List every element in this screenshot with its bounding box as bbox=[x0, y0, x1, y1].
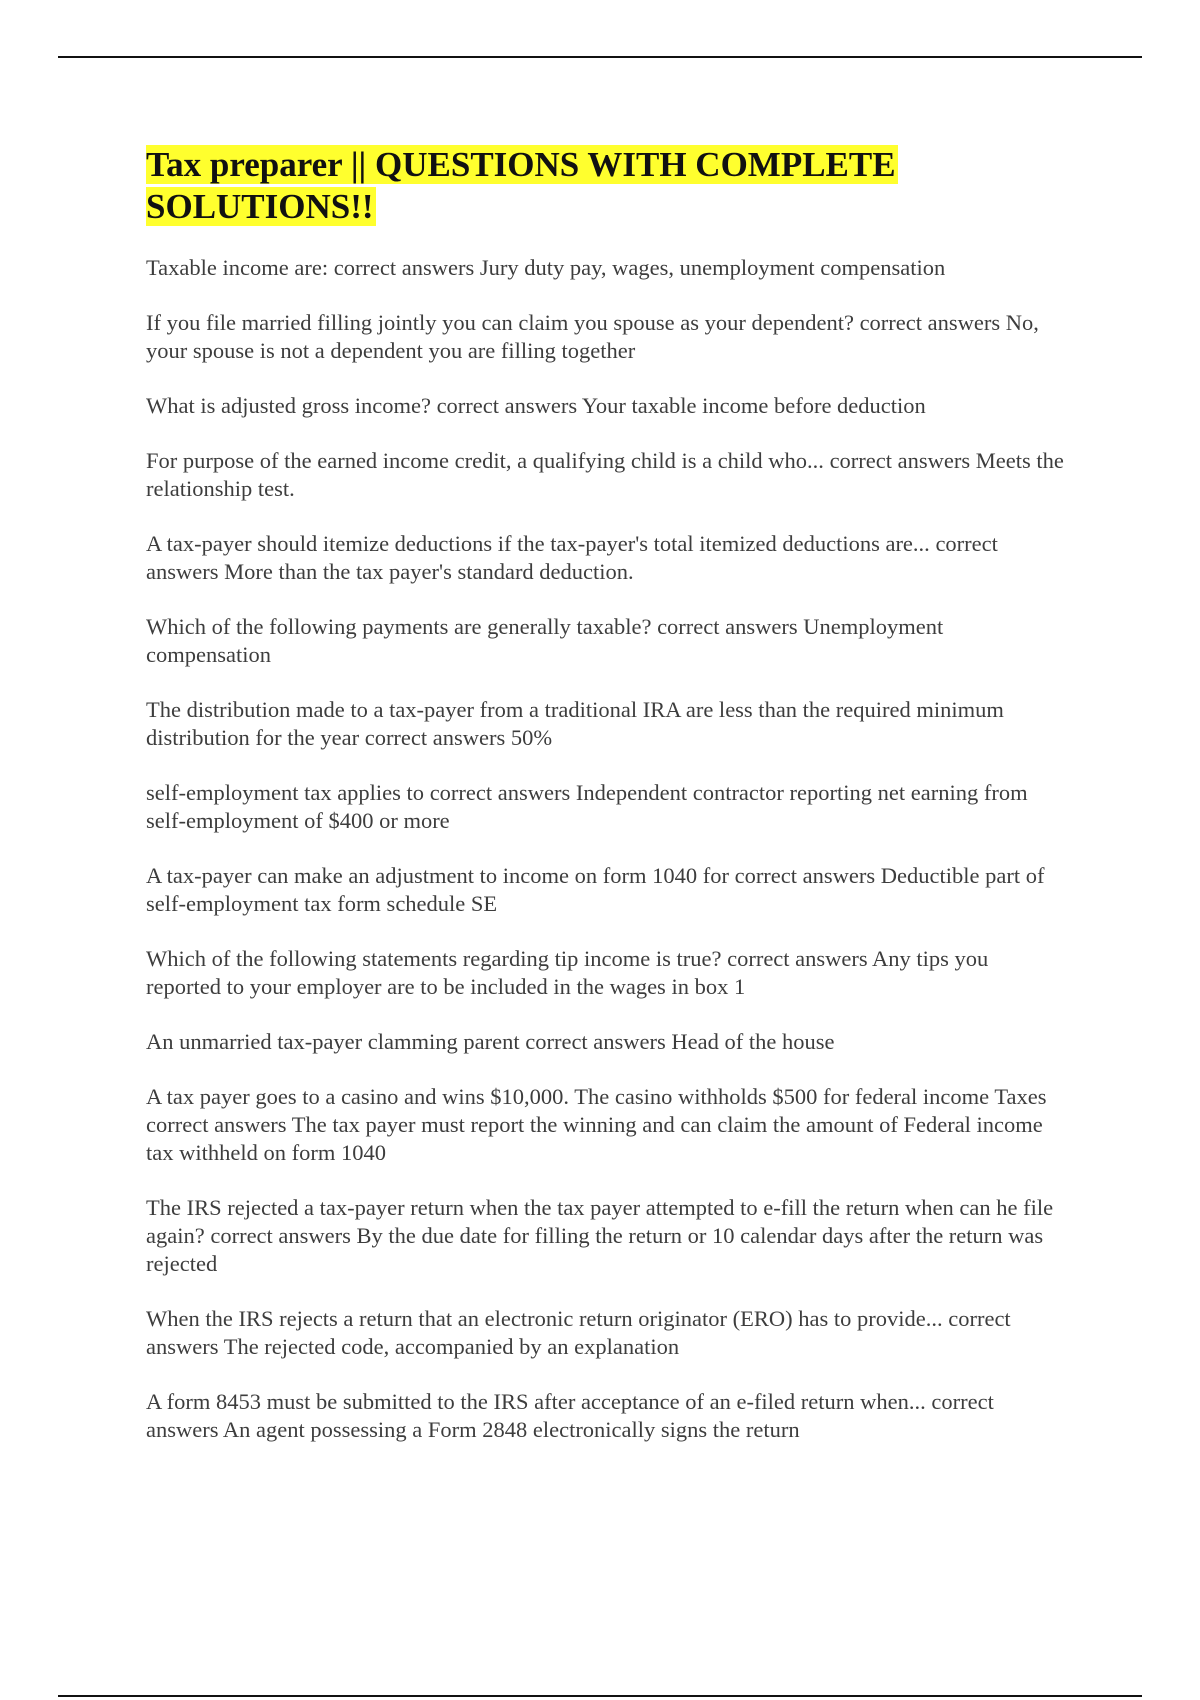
answer-text: Independent contractor reporting net earning from self-employment of $400 or more bbox=[146, 780, 1028, 833]
answer-text: Any tips you reported to your employer are to be included in the wages in box 1 bbox=[146, 946, 989, 999]
answer-separator: correct answers bbox=[146, 1389, 994, 1442]
question-text: What is adjusted gross income? bbox=[146, 393, 431, 418]
qa-item bbox=[146, 1028, 1066, 1056]
qa-item bbox=[146, 779, 1066, 835]
question-text: A tax-payer can make an adjustment to income on form 1040 for bbox=[146, 863, 729, 888]
question-text: An unmarried tax-payer clamming parent bbox=[146, 1029, 520, 1054]
qa-item bbox=[146, 309, 1066, 365]
header-rule bbox=[58, 56, 1142, 58]
qa-item bbox=[146, 613, 1066, 669]
answer-text: The tax payer must report the winning and can claim the amount of Federal income tax withheld on form 1040 bbox=[146, 1112, 1043, 1165]
answer-separator: correct answers bbox=[829, 448, 971, 473]
answer-separator: correct answers bbox=[146, 1112, 287, 1137]
qa-item bbox=[146, 1194, 1066, 1278]
question-text: A tax payer goes to a casino and wins $10,000. The casino withholds $500 for federal income Taxes bbox=[146, 1084, 1047, 1109]
qa-item bbox=[146, 447, 1066, 503]
answer-separator: correct answers bbox=[364, 725, 506, 750]
answer-text: Jury duty pay, wages, unemployment compensation bbox=[479, 255, 946, 280]
question-text: The distribution made to a tax-payer from a traditional IRA are less than the required minimum distribution for the year bbox=[146, 697, 1004, 750]
answer-separator: correct answers bbox=[333, 255, 475, 280]
question-text: If you file married filling jointly you can claim you spouse as your dependent? bbox=[146, 310, 854, 335]
question-text: Which of the following payments are generally taxable? bbox=[146, 614, 652, 639]
answer-text: Deductible part of self-employment tax form schedule SE bbox=[146, 863, 1045, 916]
answer-text: The rejected code, accompanied by an explanation bbox=[223, 1334, 680, 1359]
answer-separator: correct answers bbox=[859, 310, 1001, 335]
qa-item bbox=[146, 696, 1066, 752]
question-text: Taxable income are: bbox=[146, 255, 329, 280]
answer-text: More than the tax payer's standard deduction. bbox=[224, 559, 634, 584]
question-text: A form 8453 must be submitted to the IRS after acceptance of an e-filed return when... bbox=[146, 1389, 926, 1414]
qa-item bbox=[146, 1388, 1066, 1444]
answer-text: Unemployment compensation bbox=[146, 614, 944, 667]
answer-separator: correct answers bbox=[210, 1223, 351, 1248]
answer-separator: correct answers bbox=[146, 531, 998, 584]
answer-separator: correct answers bbox=[525, 1029, 666, 1054]
qa-item bbox=[146, 530, 1066, 586]
answer-separator: correct answers bbox=[727, 946, 868, 971]
answer-separator: correct answers bbox=[657, 614, 798, 639]
question-text: Which of the following statements regarding tip income is true? bbox=[146, 946, 722, 971]
question-text: A tax-payer should itemize deductions if the tax-payer's total itemized deductions are... bbox=[146, 531, 930, 556]
qa-item bbox=[146, 1083, 1066, 1167]
question-text: self-employment tax applies to bbox=[146, 780, 425, 805]
answer-separator: correct answers bbox=[429, 780, 571, 805]
qa-item bbox=[146, 862, 1066, 918]
answer-separator: correct answers bbox=[436, 393, 578, 418]
title-highlight: Tax preparer || QUESTIONS WITH COMPLETE SOLUTIONS!! bbox=[146, 145, 896, 226]
qa-item bbox=[146, 392, 1066, 420]
qa-item bbox=[146, 1305, 1066, 1361]
document-body bbox=[146, 144, 1066, 1471]
footer-rule bbox=[58, 1695, 1142, 1697]
question-text: The IRS rejected a tax-payer return when the tax payer attempted to e-fill the return when can he file again? bbox=[146, 1195, 1054, 1248]
answer-text: Your taxable income before deduction bbox=[581, 393, 926, 418]
answer-text: 50% bbox=[510, 725, 553, 750]
answer-separator: correct answers bbox=[734, 863, 876, 888]
qa-item bbox=[146, 254, 1066, 282]
answer-text: By the due date for filling the return or 10 calendar days after the return was rejected bbox=[146, 1223, 1044, 1276]
answer-text: No, your spouse is not a dependent you are filling together bbox=[146, 310, 1039, 363]
answer-text: Meets the relationship test. bbox=[146, 448, 1064, 501]
question-text: When the IRS rejects a return that an electronic return originator (ERO) has to provide... bbox=[146, 1306, 943, 1331]
answer-text: An agent possessing a Form 2848 electronically signs the return bbox=[222, 1417, 800, 1442]
answer-text: Head of the house bbox=[671, 1029, 835, 1054]
answer-separator: correct answers bbox=[146, 1306, 1011, 1359]
qa-item bbox=[146, 945, 1066, 1001]
question-text: For purpose of the earned income credit, a qualifying child is a child who... bbox=[146, 448, 824, 473]
document-title bbox=[146, 144, 1066, 228]
